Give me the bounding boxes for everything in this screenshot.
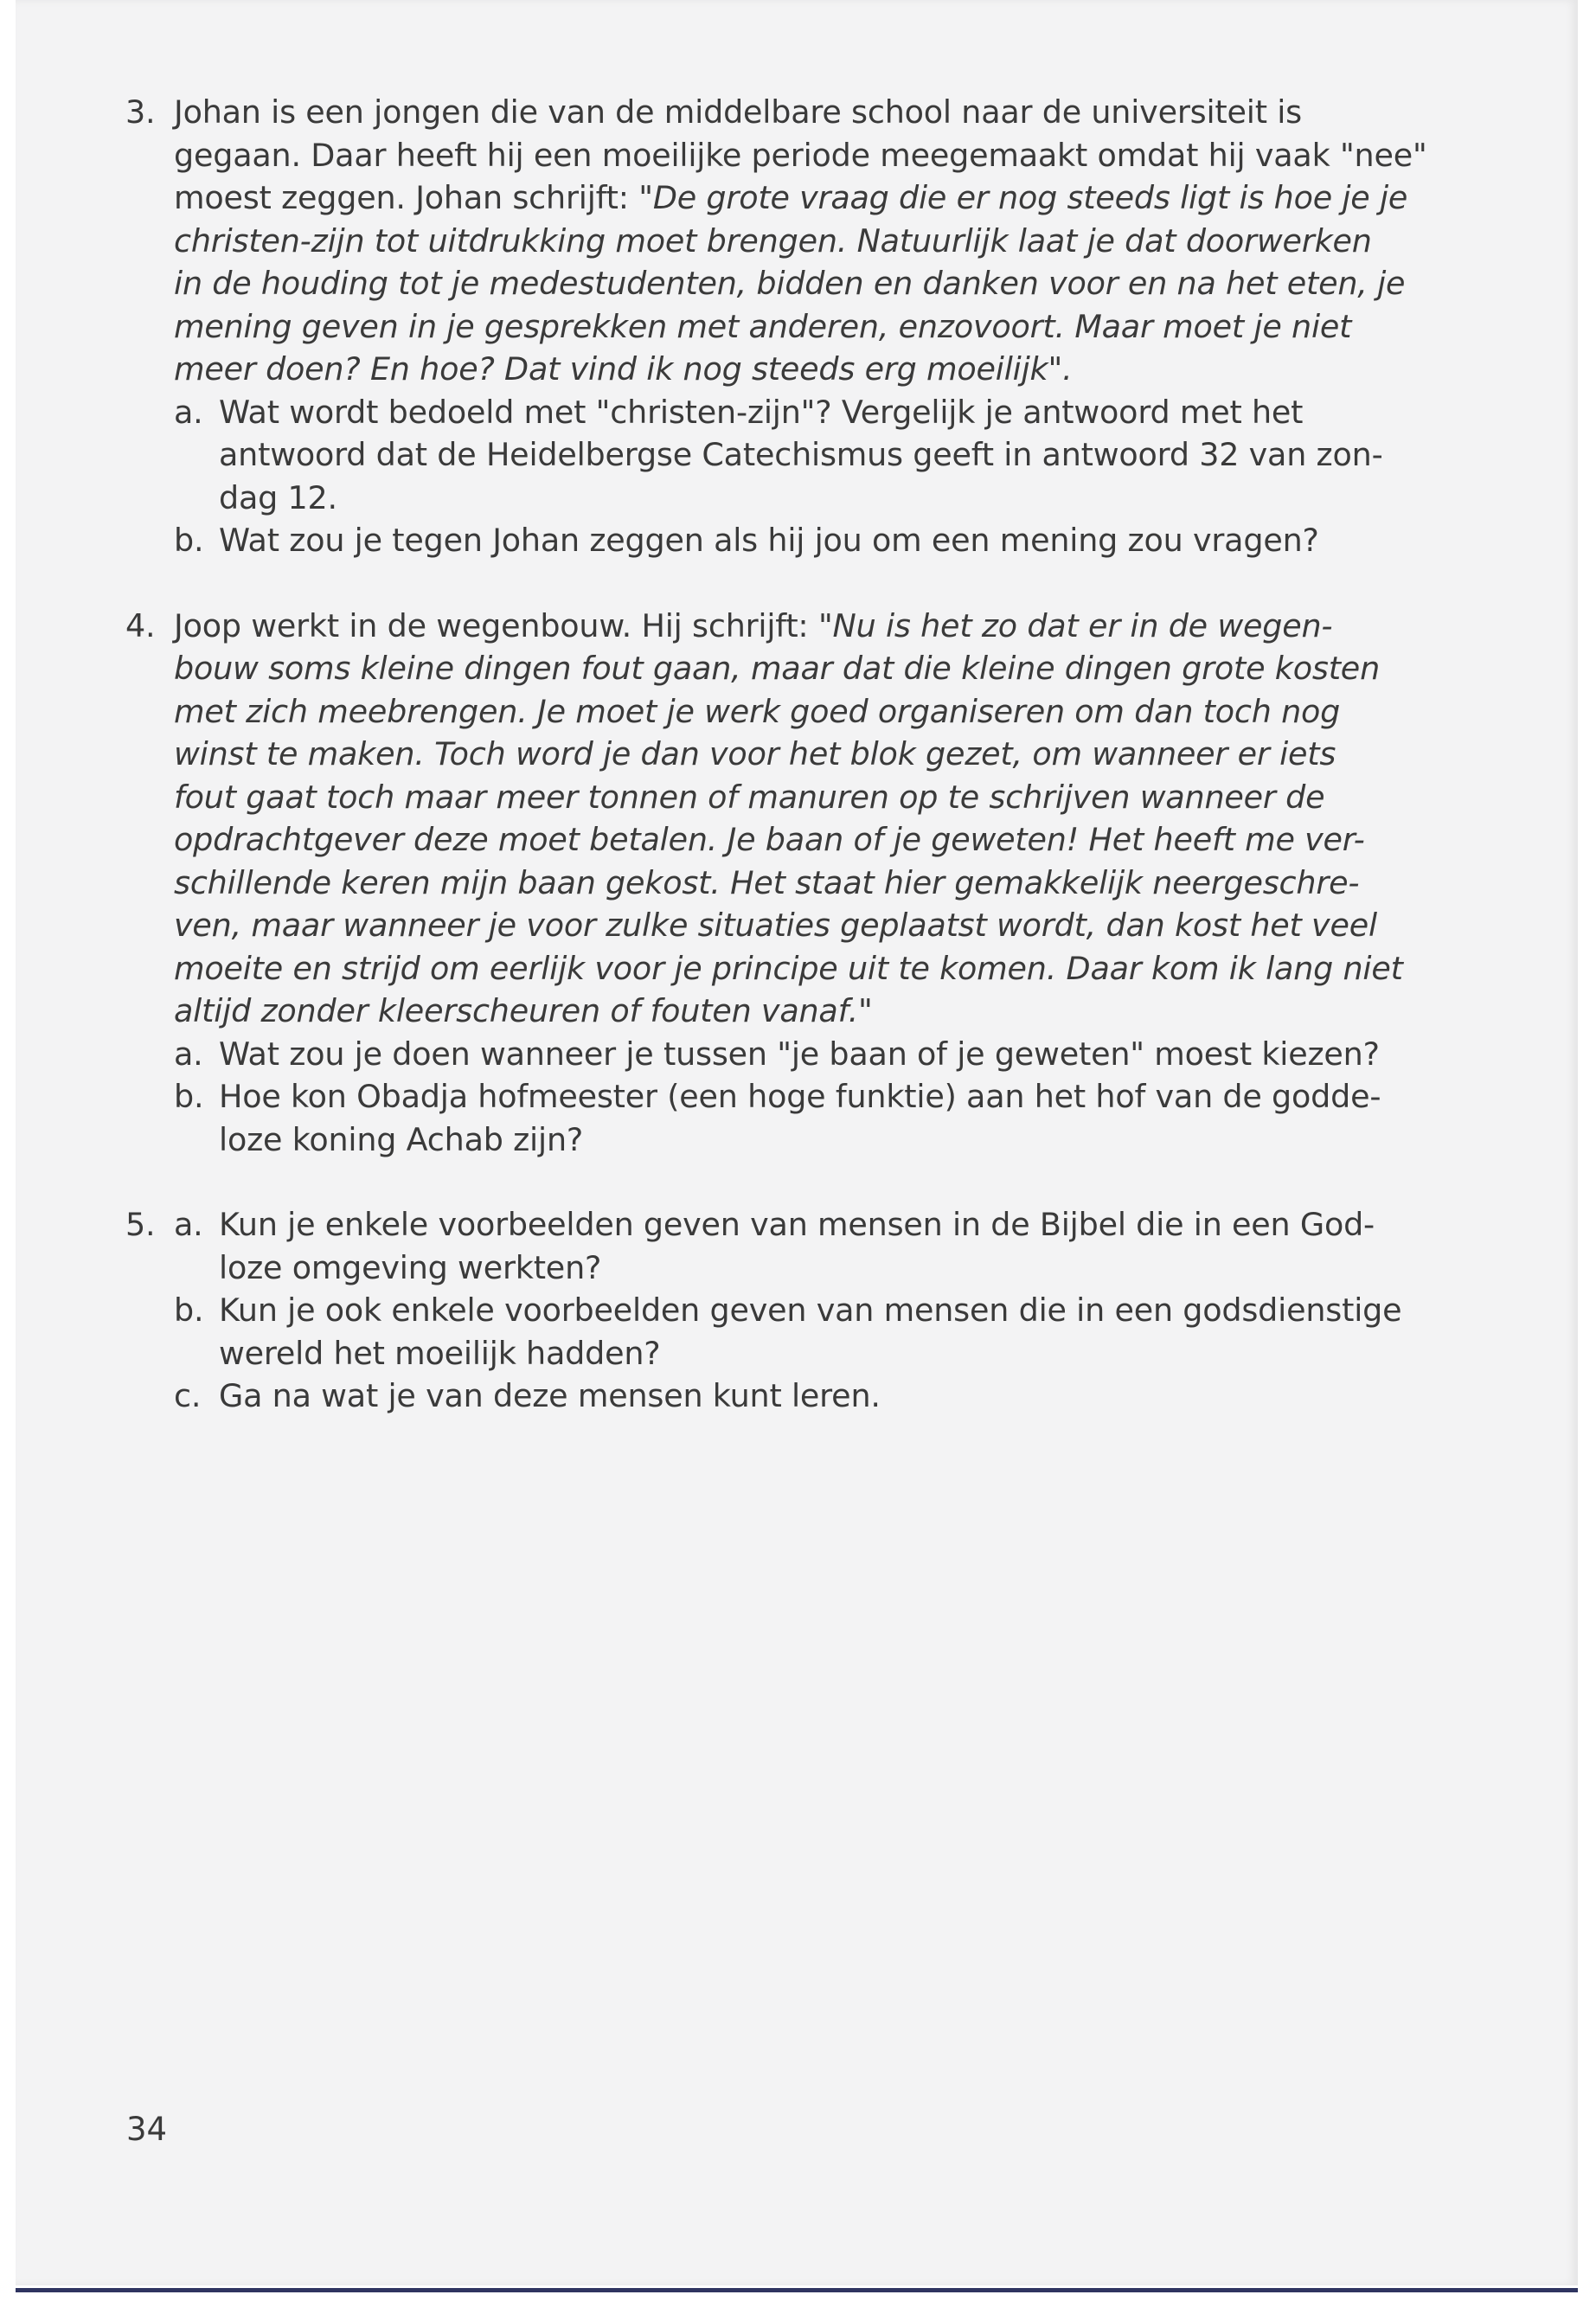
quote-line: christen-zijn tot uitdrukking moet brengen. Natuurlijk laat je dat doorwerken (174, 221, 1372, 260)
text-line: gegaan. Daar heeft hij een moeilijke periode meegemaakt omdat hij vaak "nee" (174, 136, 1427, 174)
text-line: Kun je ook enkele voorbeelden geven van mensen die in een godsdienstige (219, 1292, 1402, 1329)
sub-question-label: a. (174, 1206, 203, 1243)
text-line: Wat zou je doen wanneer je tussen "je baan of je geweten" moest kiezen? (219, 1035, 1380, 1073)
question-number: 3. (125, 93, 156, 131)
page-number: 34 (126, 2111, 168, 2148)
quote-line: bouw soms kleine dingen fout gaan, maar dat die kleine dingen grote kosten (174, 650, 1380, 687)
sub-question-label: b. (174, 1078, 204, 1115)
quote-line: mening geven in je gesprekken met anderen, enzovoort. Maar moet je niet (174, 307, 1352, 345)
text-line (174, 605, 1440, 648)
sub-question-3a (174, 391, 1440, 520)
text-line: wereld het moeilijk hadden? (219, 1334, 661, 1372)
sub-question-label: b. (174, 1292, 204, 1329)
sub-question-5a (174, 1203, 1440, 1289)
text-line: Wat wordt bedoeld met "christen-zijn"? Vergelijk je antwoord met het (219, 393, 1304, 431)
sub-question-4b (174, 1075, 1440, 1161)
question-5 (125, 1203, 1440, 1418)
quote-line: met zich meebrengen. Je moet je werk goed organiseren om dan toch nog (174, 692, 1341, 730)
quote-line: schillende keren mijn baan gekost. Het staat hier gemakkelijk neergeschre- (174, 863, 1360, 901)
sub-question-label: a. (174, 393, 203, 431)
sub-question-5b (174, 1289, 1440, 1375)
page-bottom-edge (16, 2288, 1578, 2292)
quote-line: meer doen? En hoe? Dat vind ik nog steeds erg moeilijk". (174, 350, 1073, 388)
page-content (125, 91, 1440, 1460)
sub-question-5c (174, 1375, 1440, 1418)
sub-question-label: a. (174, 1035, 203, 1073)
text-line: Ga na wat je van deze mensen kunt leren. (219, 1377, 881, 1414)
text-fragment: Joop werkt in de wegenbouw. Hij schrijft: (174, 606, 818, 644)
text-line: antwoord dat de Heidelbergse Catechismus geeft in antwoord 32 van zon- (219, 436, 1383, 473)
text-fragment: moest zeggen. Johan schrijft: (174, 179, 639, 216)
question-number: 5. (125, 1206, 156, 1243)
quote-line: ven, maar wanneer je voor zulke situaties geplaatst wordt, dan kost het veel (174, 907, 1377, 944)
sub-question-4a (174, 1033, 1440, 1076)
text-line: Wat zou je tegen Johan zeggen als hij jou om een mening zou vragen? (219, 522, 1319, 559)
quote-fragment: "De grote vraag die er nog steeds ligt is hoe je je (638, 179, 1408, 216)
question-number: 4. (125, 606, 156, 644)
sub-question-3b (174, 519, 1440, 562)
question-4 (125, 605, 1440, 1162)
quote-fragment: "Nu is het zo dat er in de wegen- (817, 606, 1333, 644)
text-line: Hoe kon Obadja hofmeester (een hoge funktie) aan het hof van de godde- (219, 1078, 1381, 1115)
quote-line: altijd zonder kleerscheuren of fouten vanaf." (174, 992, 873, 1029)
sub-question-label: c. (174, 1377, 202, 1414)
question-3 (125, 91, 1440, 562)
text-line: Johan is een jongen die van de middelbare school naar de universiteit is (174, 93, 1302, 131)
text-line: Kun je enkele voorbeelden geven van mensen in de Bijbel die in een God- (219, 1206, 1375, 1243)
text-line: dag 12. (219, 478, 337, 516)
text-line (174, 176, 1440, 220)
sub-question-label: b. (174, 522, 204, 559)
text-line: loze koning Achab zijn? (219, 1120, 584, 1158)
quote-line: opdrachtgever deze moet betalen. Je baan of je geweten! Het heeft me ver- (174, 821, 1365, 858)
quote-line: fout gaat toch maar meer tonnen of manuren op te schrijven wanneer de (174, 778, 1325, 816)
text-line: loze omgeving werkten? (219, 1248, 602, 1286)
quote-line: winst te maken. Toch word je dan voor het blok gezet, om wanneer er iets (174, 735, 1336, 772)
quote-line: moeite en strijd om eerlijk voor je principe uit te komen. Daar kom ik lang niet (174, 949, 1403, 987)
quote-line: in de houding tot je medestudenten, bidden en danken voor en na het eten, je (174, 265, 1406, 302)
